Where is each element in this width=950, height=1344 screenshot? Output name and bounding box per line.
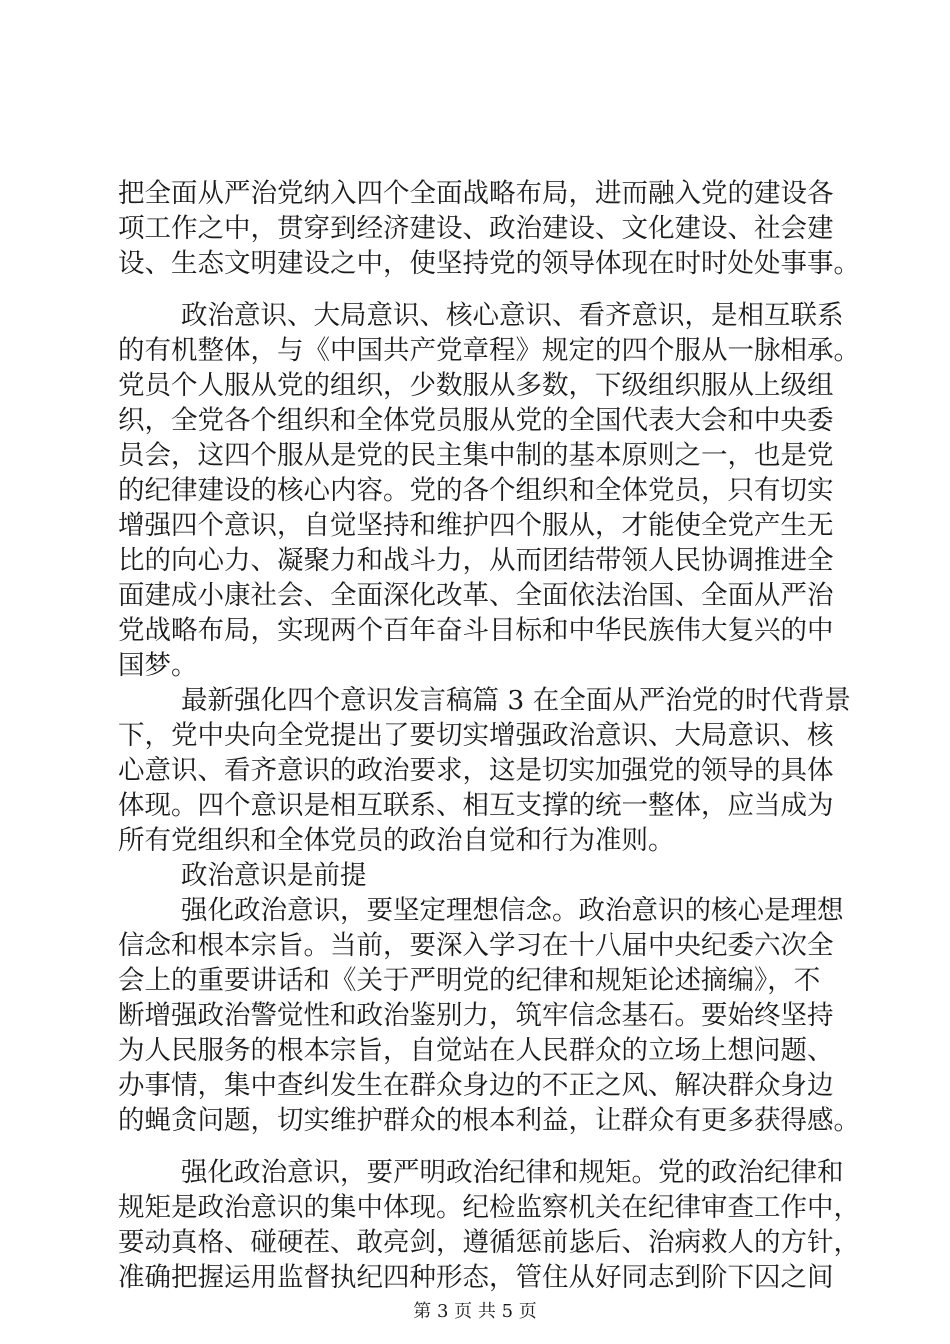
text-line: 规矩是政治意识的集中体现。纪检监察机关在纪律审查工作中， xyxy=(118,1192,860,1223)
text-line: 设、生态文明建设之中，使坚持党的领导体现在时时处处事事。 xyxy=(118,248,860,279)
text-line: 会上的重要讲话和《关于严明党的纪律和规矩论述摘编》，不 xyxy=(118,965,821,996)
page-number: 第 3 页 共 5 页 xyxy=(413,1301,537,1322)
text-line: 的纪律建设的核心内容。党的各个组织和全体党员，只有切实 xyxy=(118,475,834,506)
text-line: 增强四个意识，自觉坚持和维护四个服从，才能使全党产生无 xyxy=(118,510,834,541)
text-line: 心意识、看齐意识的政治要求，这是切实加强党的领导的具体 xyxy=(118,755,834,786)
text-line: 信念和根本宗旨。当前，要深入学习在十八届中央纪委六次全 xyxy=(118,930,834,961)
text-line: 办事情，集中查纠发生在群众身边的不正之风、解决群众身边 xyxy=(118,1070,834,1101)
text-line: 的蝇贪问题，切实维护群众的根本利益，让群众有更多获得感。 xyxy=(118,1105,860,1136)
text-line: 项工作之中，贯穿到经济建设、政治建设、文化建设、社会建 xyxy=(118,213,834,244)
text-line: 最新强化四个意识发言稿篇 3 在全面从严治党的时代背景 xyxy=(181,685,851,716)
text-line: 体现。四个意识是相互联系、相互支撑的统一整体，应当成为 xyxy=(118,790,834,821)
text-line: 面建成小康社会、全面深化改革、全面依法治国、全面从严治 xyxy=(118,580,834,611)
text-line: 要动真格、碰硬茬、敢亮剑，遵循惩前毖后、治病救人的方针， xyxy=(118,1227,860,1258)
text-line: 所有党组织和全体党员的政治自觉和行为准则。 xyxy=(118,825,675,856)
text-line: 比的向心力、凝聚力和战斗力，从而团结带领人民协调推进全 xyxy=(118,545,834,576)
section-heading: 政治意识是前提 xyxy=(181,860,367,891)
text-line: 把全面从严治党纳入四个全面战略布局，进而融入党的建设各 xyxy=(118,178,834,209)
text-line: 政治意识、大局意识、核心意识、看齐意识，是相互联系 xyxy=(181,300,844,331)
text-line: 织，全党各个组织和全体党员服从党的全国代表大会和中央委 xyxy=(118,405,834,436)
text-line: 员会，这四个服从是党的民主集中制的基本原则之一，也是党 xyxy=(118,440,834,471)
text-line: 为人民服务的根本宗旨，自觉站在人民群众的立场上想问题、 xyxy=(118,1035,834,1066)
text-line: 党战略布局，实现两个百年奋斗目标和中华民族伟大复兴的中 xyxy=(118,615,834,646)
text-line: 下，党中央向全党提出了要切实增强政治意识、大局意识、核 xyxy=(118,720,834,751)
text-line: 的有机整体，与《中国共产党章程》规定的四个服从一脉相承。 xyxy=(118,335,860,366)
text-line: 党员个人服从党的组织，少数服从多数，下级组织服从上级组 xyxy=(118,370,834,401)
text-line: 强化政治意识，要严明政治纪律和规矩。党的政治纪律和 xyxy=(181,1157,844,1188)
text-line: 断增强政治警觉性和政治鉴别力，筑牢信念基石。要始终坚持 xyxy=(118,1000,834,1031)
text-line: 强化政治意识，要坚定理想信念。政治意识的核心是理想 xyxy=(181,895,844,926)
text-line: 准确把握运用监督执纪四种形态，管住从好同志到阶下囚之间 xyxy=(118,1262,834,1293)
text-line: 国梦。 xyxy=(118,650,198,681)
